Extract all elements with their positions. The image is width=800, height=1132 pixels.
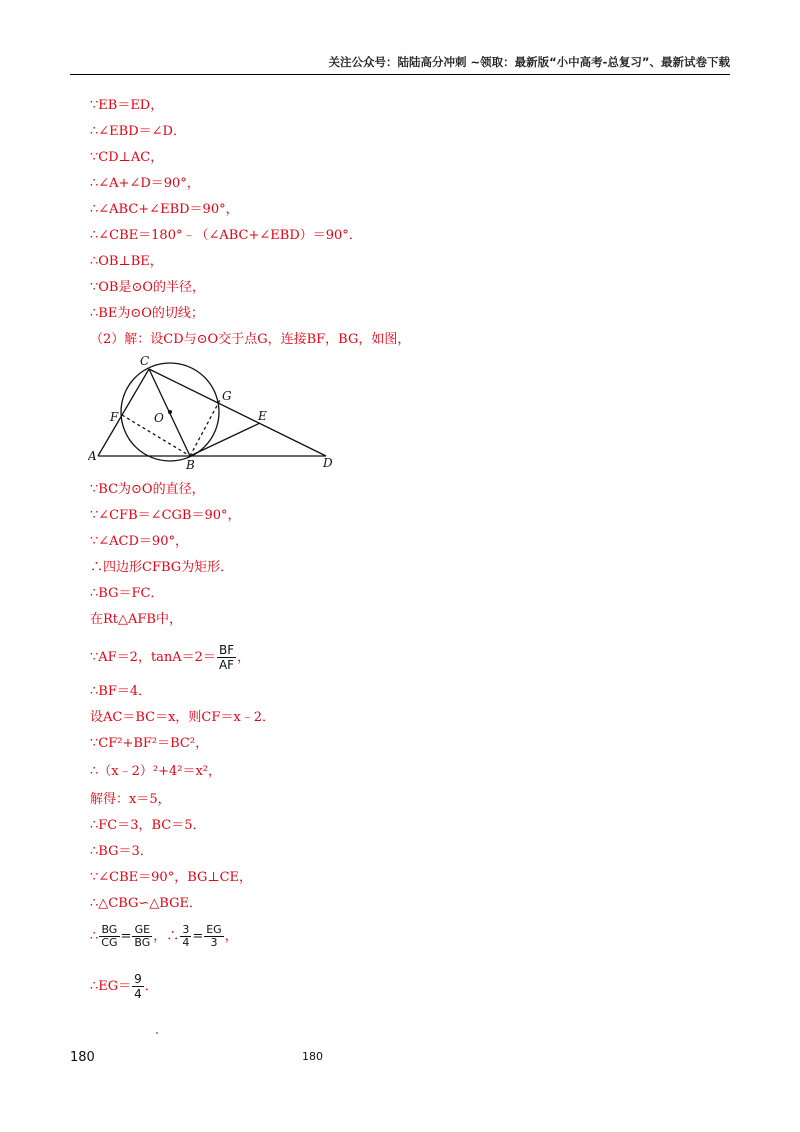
tan-suffix: ， xyxy=(237,650,251,665)
fraction-denominator: 4 xyxy=(134,987,142,1001)
ratio-suffix: ， xyxy=(224,929,238,944)
label-a: A xyxy=(88,449,97,463)
label-o: O xyxy=(154,411,164,425)
segment-cd xyxy=(149,369,326,456)
equals-sign: = xyxy=(120,929,132,944)
ratio-prefix: ∴ xyxy=(90,929,99,944)
label-f: F xyxy=(110,410,119,424)
solution-line: 在Rt△AFB中， xyxy=(90,612,182,627)
tan-text: ∵AF＝2，tanA＝2＝ xyxy=(90,650,216,665)
label-c: C xyxy=(140,354,150,368)
ratio-fraction-3 xyxy=(180,924,191,949)
fraction-numerator: GE xyxy=(132,924,152,937)
fraction-denominator: BG xyxy=(134,936,151,949)
stray-mark xyxy=(156,1032,158,1034)
page-header xyxy=(70,52,730,75)
solution-line: ∴BF＝4． xyxy=(90,684,152,699)
eg-text: ∴EG＝ xyxy=(90,979,132,994)
equals-sign: = xyxy=(192,929,204,944)
solution-line: ∴四边形CFBG为矩形． xyxy=(90,560,234,575)
page-number: 180 xyxy=(70,1050,95,1065)
segment-bg xyxy=(190,400,220,456)
solution-line: ∵CF²+BF²＝BC²， xyxy=(90,736,209,751)
fraction-numerator: BG xyxy=(99,924,119,937)
solution-line: ∵OB是⊙O的半径， xyxy=(90,280,206,295)
solution-line: 解得：x＝5， xyxy=(90,792,171,807)
ratio-fraction-1 xyxy=(99,924,119,949)
solution-line: ∴OB⊥BE， xyxy=(90,254,163,269)
fraction-numerator: 3 xyxy=(182,923,190,936)
fraction-denominator: CG xyxy=(101,936,118,949)
tan-fraction xyxy=(217,643,236,672)
label-e: E xyxy=(258,409,267,423)
fraction-numerator: BF xyxy=(218,643,235,657)
fraction-denominator: 3 xyxy=(210,936,218,949)
solution-line: ∴（x﹣2）²+4²＝x²， xyxy=(90,764,222,779)
solution-line: ∴∠ABC+∠EBD＝90°， xyxy=(90,202,239,217)
ratio-fraction-4 xyxy=(204,924,223,949)
center-point xyxy=(168,410,172,414)
solution-line: ∴FC＝3，BC＝5． xyxy=(90,818,206,833)
solution-line: ∵CD⊥AC， xyxy=(90,150,164,165)
tan-line xyxy=(90,643,250,672)
eg-suffix: ． xyxy=(144,979,158,994)
solution-line: ∴△CBG∽△BGE． xyxy=(90,896,202,911)
ratio-fraction-2 xyxy=(132,924,152,949)
solution-line: ∵∠CFB＝∠CGB＝90°， xyxy=(90,508,241,523)
label-g: G xyxy=(222,389,232,403)
fraction-numerator: 9 xyxy=(134,972,142,986)
segment-be xyxy=(190,423,260,456)
solution-line: ∵EB＝ED， xyxy=(90,98,164,113)
eg-line xyxy=(90,972,158,1001)
segment-ac xyxy=(98,369,149,456)
ratio-line xyxy=(90,924,238,949)
solution-line: ∵BC为⊙O的直径， xyxy=(90,482,205,497)
ratio-mid: ，∴ xyxy=(153,929,180,944)
fraction-denominator: 4 xyxy=(182,936,190,949)
solution-line: ∴∠CBE＝180°﹣（∠ABC+∠EBD）＝90°． xyxy=(90,228,362,243)
solution-line: ∴BE为⊙O的切线； xyxy=(90,306,204,321)
geometry-figure xyxy=(88,350,338,470)
solution-line: ∴BG＝3． xyxy=(90,844,153,859)
fraction-denominator: AF xyxy=(218,658,235,672)
solution-line: ∵∠ACD＝90°， xyxy=(90,534,188,549)
solution-line: ∴BG＝FC． xyxy=(90,586,164,601)
solution-line: ∴∠EBD＝∠D． xyxy=(90,124,186,139)
solution-line: ∴∠A+∠D＝90°， xyxy=(90,176,200,191)
eg-fraction xyxy=(132,972,144,1001)
solution-line: ∵∠CBE＝90°，BG⊥CE， xyxy=(90,870,253,885)
label-d: D xyxy=(323,456,333,470)
page-number-center: 180 xyxy=(302,1050,323,1063)
solution-line: 设AC＝BC＝x，则CF＝x﹣2． xyxy=(90,710,275,725)
fraction-numerator: EG xyxy=(206,923,222,936)
header-text: 关注公众号：陆陆高分冲刺 ~领取：最新版“小中高考-总复习”、最新试卷下载 xyxy=(328,55,730,69)
label-b: B xyxy=(186,458,195,470)
solution-line: （2）解：设CD与⊙O交于点G，连接BF，BG，如图， xyxy=(90,332,411,347)
